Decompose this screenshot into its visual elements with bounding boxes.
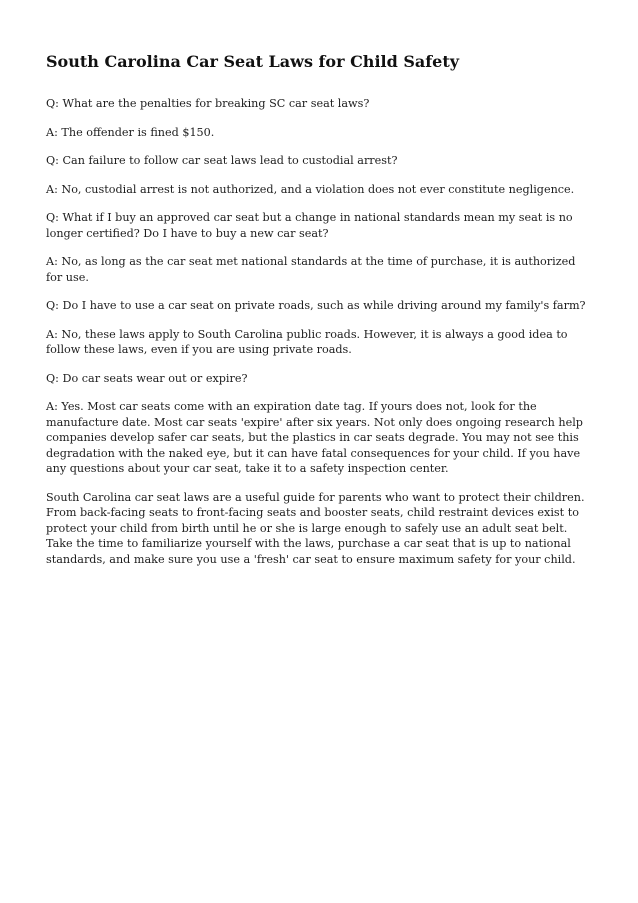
question-penalties: Q: What are the penalties for breaking SC car seat laws?: [46, 97, 370, 110]
answer-expire: A: Yes. Most car seats come with an expiration date tag. If yours does not, look for the manufacture date. Most car seats 'expire' after six years. Not only does ongoing research help companies develop safer car seats, but the plastics in car seats degrade. You may not see this degradation with the naked eye, but it can have fatal consequences for your child. If you have any questions about your car seat, take it to a safety inspection center.: [46, 400, 583, 475]
question-private-roads: Q: Do I have to use a car seat on private roads, such as while driving around my family's farm?: [46, 299, 586, 312]
conclusion-paragraph: South Carolina car seat laws are a useful guide for parents who want to protect their children. From back-facing seats to front-facing seats and booster seats, child restraint devices exist to protect your child from birth until he or she is large enough to safely use an adult seat belt. Take the time to familiarize yourself with the laws, purchase a car seat that is up to national standards, and make sure you use a 'fresh' car seat to ensure maximum safety for your child.: [46, 490, 585, 566]
answer-national-standards: A: No, as long as the car seat met national standards at the time of purchase, it is authorized for use.: [46, 255, 576, 284]
question-expire: Q: Do car seats wear out or expire?: [46, 371, 248, 385]
answer-custodial-arrest: A: No, custodial arrest is not authorized, and a violation does not ever constitute negligence.: [46, 182, 575, 196]
question-national-standards: Q: What if I buy an approved car seat but a change in national standards mean my seat is no longer certified? Do I have to buy a new car seat?: [46, 211, 573, 240]
answer-private-roads: A: No, these laws apply to South Carolina public roads. However, it is always a good idea to follow these laws, even if you are using private roads.: [46, 327, 568, 356]
document-page: [46, 52, 594, 580]
page-title: South Carolina Car Seat Laws for Child Safety: [46, 52, 460, 71]
question-custodial-arrest: Q: Can failure to follow car seat laws lead to custodial arrest?: [46, 154, 398, 167]
answer-penalties: A: The offender is fined $150.: [46, 125, 215, 139]
